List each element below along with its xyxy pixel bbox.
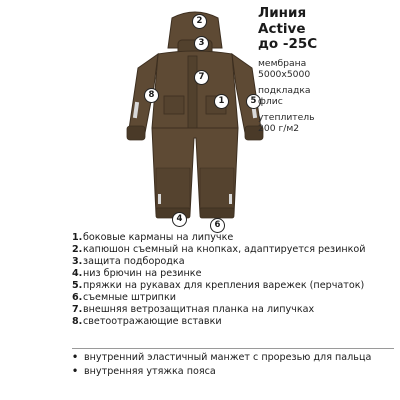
temperature-rating: до -25С xyxy=(258,36,318,52)
line-active: Active xyxy=(258,20,306,37)
divider xyxy=(72,348,394,349)
feature-item: 2. капюшон съемный на кнопках, адаптируется резинкой xyxy=(72,244,366,255)
insulation-value: 200 г/м2 xyxy=(258,122,300,134)
marker-5: 5 xyxy=(246,94,261,109)
line-name: Линия xyxy=(258,5,307,21)
insulation-label: утеплитель xyxy=(258,111,315,123)
feature-item: 7. внешняя ветрозащитная планка на липучках xyxy=(72,304,315,315)
membrane-value: 5000х5000 xyxy=(258,68,311,80)
marker-2: 2 xyxy=(192,14,207,29)
feature-item: 8. светоотражающие вставки xyxy=(72,316,222,327)
feature-list xyxy=(72,232,394,328)
extras-list xyxy=(72,352,394,381)
membrane-label: мембрана xyxy=(258,57,307,69)
marker-3: 3 xyxy=(194,36,209,51)
extra-item: • внутренняя утяжка пояса xyxy=(72,366,216,378)
lining-label: подкладка xyxy=(258,84,311,96)
marker-6: 6 xyxy=(210,218,225,233)
feature-item: 3. защита подбородка xyxy=(72,256,185,267)
feature-item: 5. пряжки на рукавах для крепления варежек (перчаток) xyxy=(72,280,365,291)
marker-7: 7 xyxy=(194,70,209,85)
feature-item: 6. съемные штрипки xyxy=(72,292,176,303)
product-specs xyxy=(258,6,398,134)
product-image xyxy=(120,8,270,236)
marker-4: 4 xyxy=(172,212,187,227)
feature-item: 1. боковые карманы на липучке xyxy=(72,232,234,243)
marker-1: 1 xyxy=(214,94,229,109)
marker-8: 8 xyxy=(144,88,159,103)
feature-item: 4. низ брючин на резинке xyxy=(72,268,202,279)
extra-item: • внутренний эластичный манжет с прорезью для пальца xyxy=(72,352,372,363)
lining-value: флис xyxy=(258,95,283,107)
